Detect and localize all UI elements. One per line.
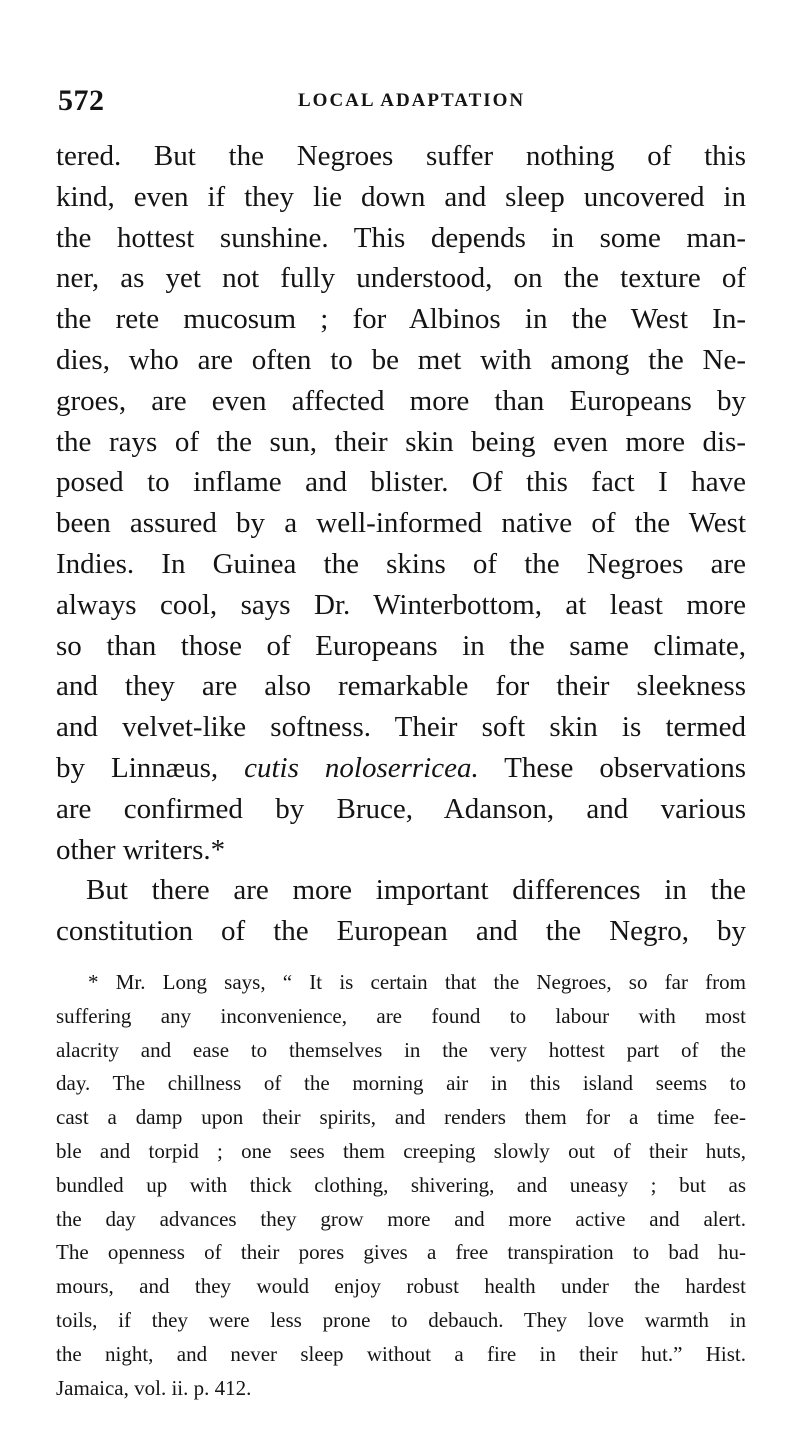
text-line: so than those of Europeans in the same climate, [56, 629, 746, 662]
footnote-line: day. The chillness of the morning air in this island seems to [56, 1071, 746, 1096]
text-line: been assured by a well-informed native of the West [56, 507, 746, 540]
text-line: the rete mucosum ; for Albinos in the West In- [56, 303, 746, 336]
text-line: But there are more important differences in the [86, 874, 746, 907]
main-text [56, 136, 746, 952]
text-line: and they are also remarkable for their sleekness [56, 670, 746, 703]
footnote-line: ble and torpid ; one sees them creeping slowly out of their huts, [56, 1138, 746, 1163]
text-line: ner, as yet not fully understood, on the texture of [56, 262, 746, 295]
footnote-line: alacrity and ease to themselves in the very hottest part of the [56, 1037, 746, 1062]
text-line: kind, even if they lie down and sleep uncovered in [56, 180, 746, 213]
running-head: LOCAL ADAPTATION [298, 90, 526, 111]
text-line: are confirmed by Bruce, Adanson, and various [56, 792, 746, 825]
footnote-line: * Mr. Long says, “ It is certain that the Negroes, so far from [88, 970, 746, 994]
footnote-line: the night, and never sleep without a fire in their hut.” Hist. [56, 1341, 746, 1366]
footnote-line: mours, and they would enjoy robust health under the hardest [56, 1274, 746, 1299]
footnote-line: the day advances they grow more and more active and alert. [56, 1206, 746, 1231]
text-line: posed to inflame and blister. Of this fact I have [56, 466, 746, 499]
footnote-line: bundled up with thick clothing, shivering, and uneasy ; but as [56, 1172, 746, 1197]
footnote-line: suffering any inconvenience, are found to labour with most [56, 1003, 746, 1028]
text-line: dies, who are often to be met with among the Ne- [56, 343, 746, 376]
footnote-line: toils, if they were less prone to debauch. They love warmth in [56, 1307, 746, 1332]
page-number: 572 [58, 84, 105, 117]
text-line: groes, are even affected more than Europeans by [56, 384, 746, 417]
text-line: always cool, says Dr. Winterbottom, at least more [56, 588, 746, 621]
text-line: constitution of the European and the Negro, by [56, 915, 746, 948]
italic-term: cutis noloserricea. [244, 751, 479, 784]
footnote-line: The openness of their pores gives a free transpiration to bad hu- [56, 1240, 746, 1265]
footnote-line: Jamaica, vol. ii. p. 412. [56, 1375, 252, 1400]
text-line: other writers.* [56, 833, 226, 866]
page-header [58, 84, 748, 124]
text-line: the hottest sunshine. This depends in some man- [56, 221, 746, 254]
text-line: the rays of the sun, their skin being even more dis- [56, 425, 746, 458]
text-line: and velvet-like softness. Their soft skin is termed [56, 711, 746, 744]
footnote-line: cast a damp upon their spirits, and renders them for a time fee- [56, 1105, 746, 1130]
text-line: Indies. In Guinea the skins of the Negroes are [56, 547, 746, 580]
text-line: by Linnæus, cutis noloserricea. These observations [56, 751, 746, 784]
footnote [56, 966, 746, 1405]
text-line: tered. But the Negroes suffer nothing of this [56, 140, 746, 172]
